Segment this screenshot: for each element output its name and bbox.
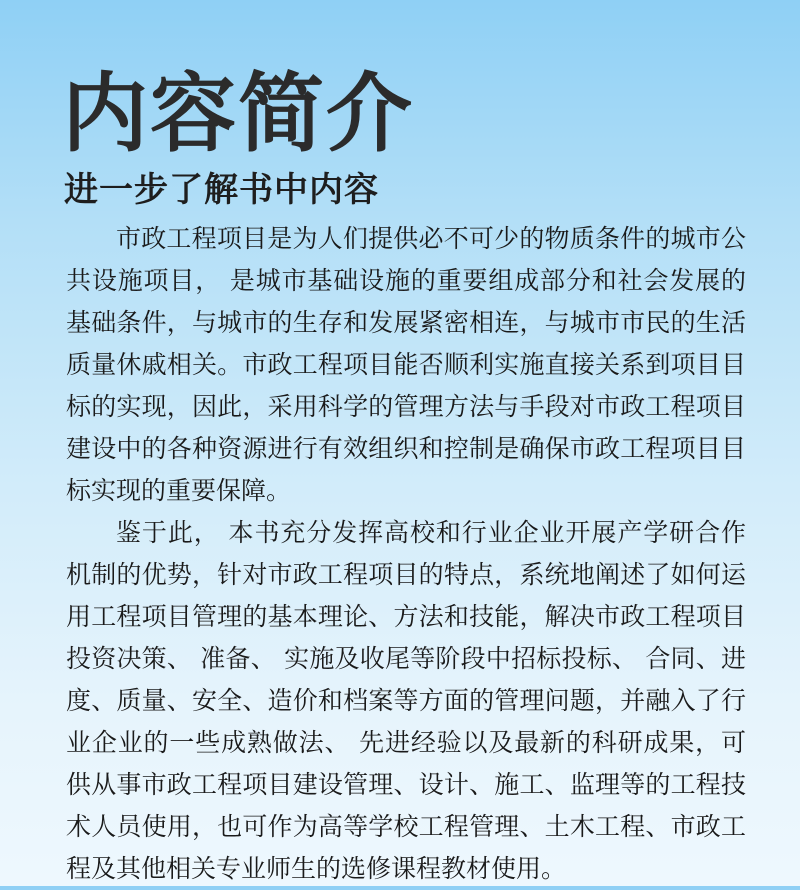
intro-paragraph-2: 鉴于此， 本书充分发挥高校和行业企业开展产学研合作机制的优势，针对市政工程项目的特点，系统地阐述了如何运用工程项目管理的基本理论、方法和技能，解决市政工程项目投资决策、 准备、 实施及收尾等阶段中招标投标、 合同、进度、质量、安全、造价和档案等方面的管理问题，并融入了行业企业的一些成熟做法、 先进经验以及最新的科研成果，可供从事市政工程项目建设管理、设计、施工、监理等的工程技术人员使用，也可作为高等学校工程管理、土木工程、市政工程及其他相关专业师生的选修课程教材使用。	[66, 518, 746, 883]
intro-paragraph-1: 市政工程项目是为人们提供必不可少的物质条件的城市公共设施项目， 是城市基础设施的重要组成部分和社会发展的基础条件，与城市的生存和发展紧密相连，与城市市民的生活质量休戚相关。市政工程项目能否顺利实施直接关系到项目目标的实现，因此，采用科学的管理方法与手段对市政工程项目建设中的各种资源进行有效组织和控制是确保市政工程项目目标实现的重要保障。	[66, 224, 746, 505]
intro-content	[66, 218, 746, 890]
page-title: 内容简介	[62, 64, 414, 164]
page-subtitle: 进一步了解书中内容	[64, 170, 379, 210]
